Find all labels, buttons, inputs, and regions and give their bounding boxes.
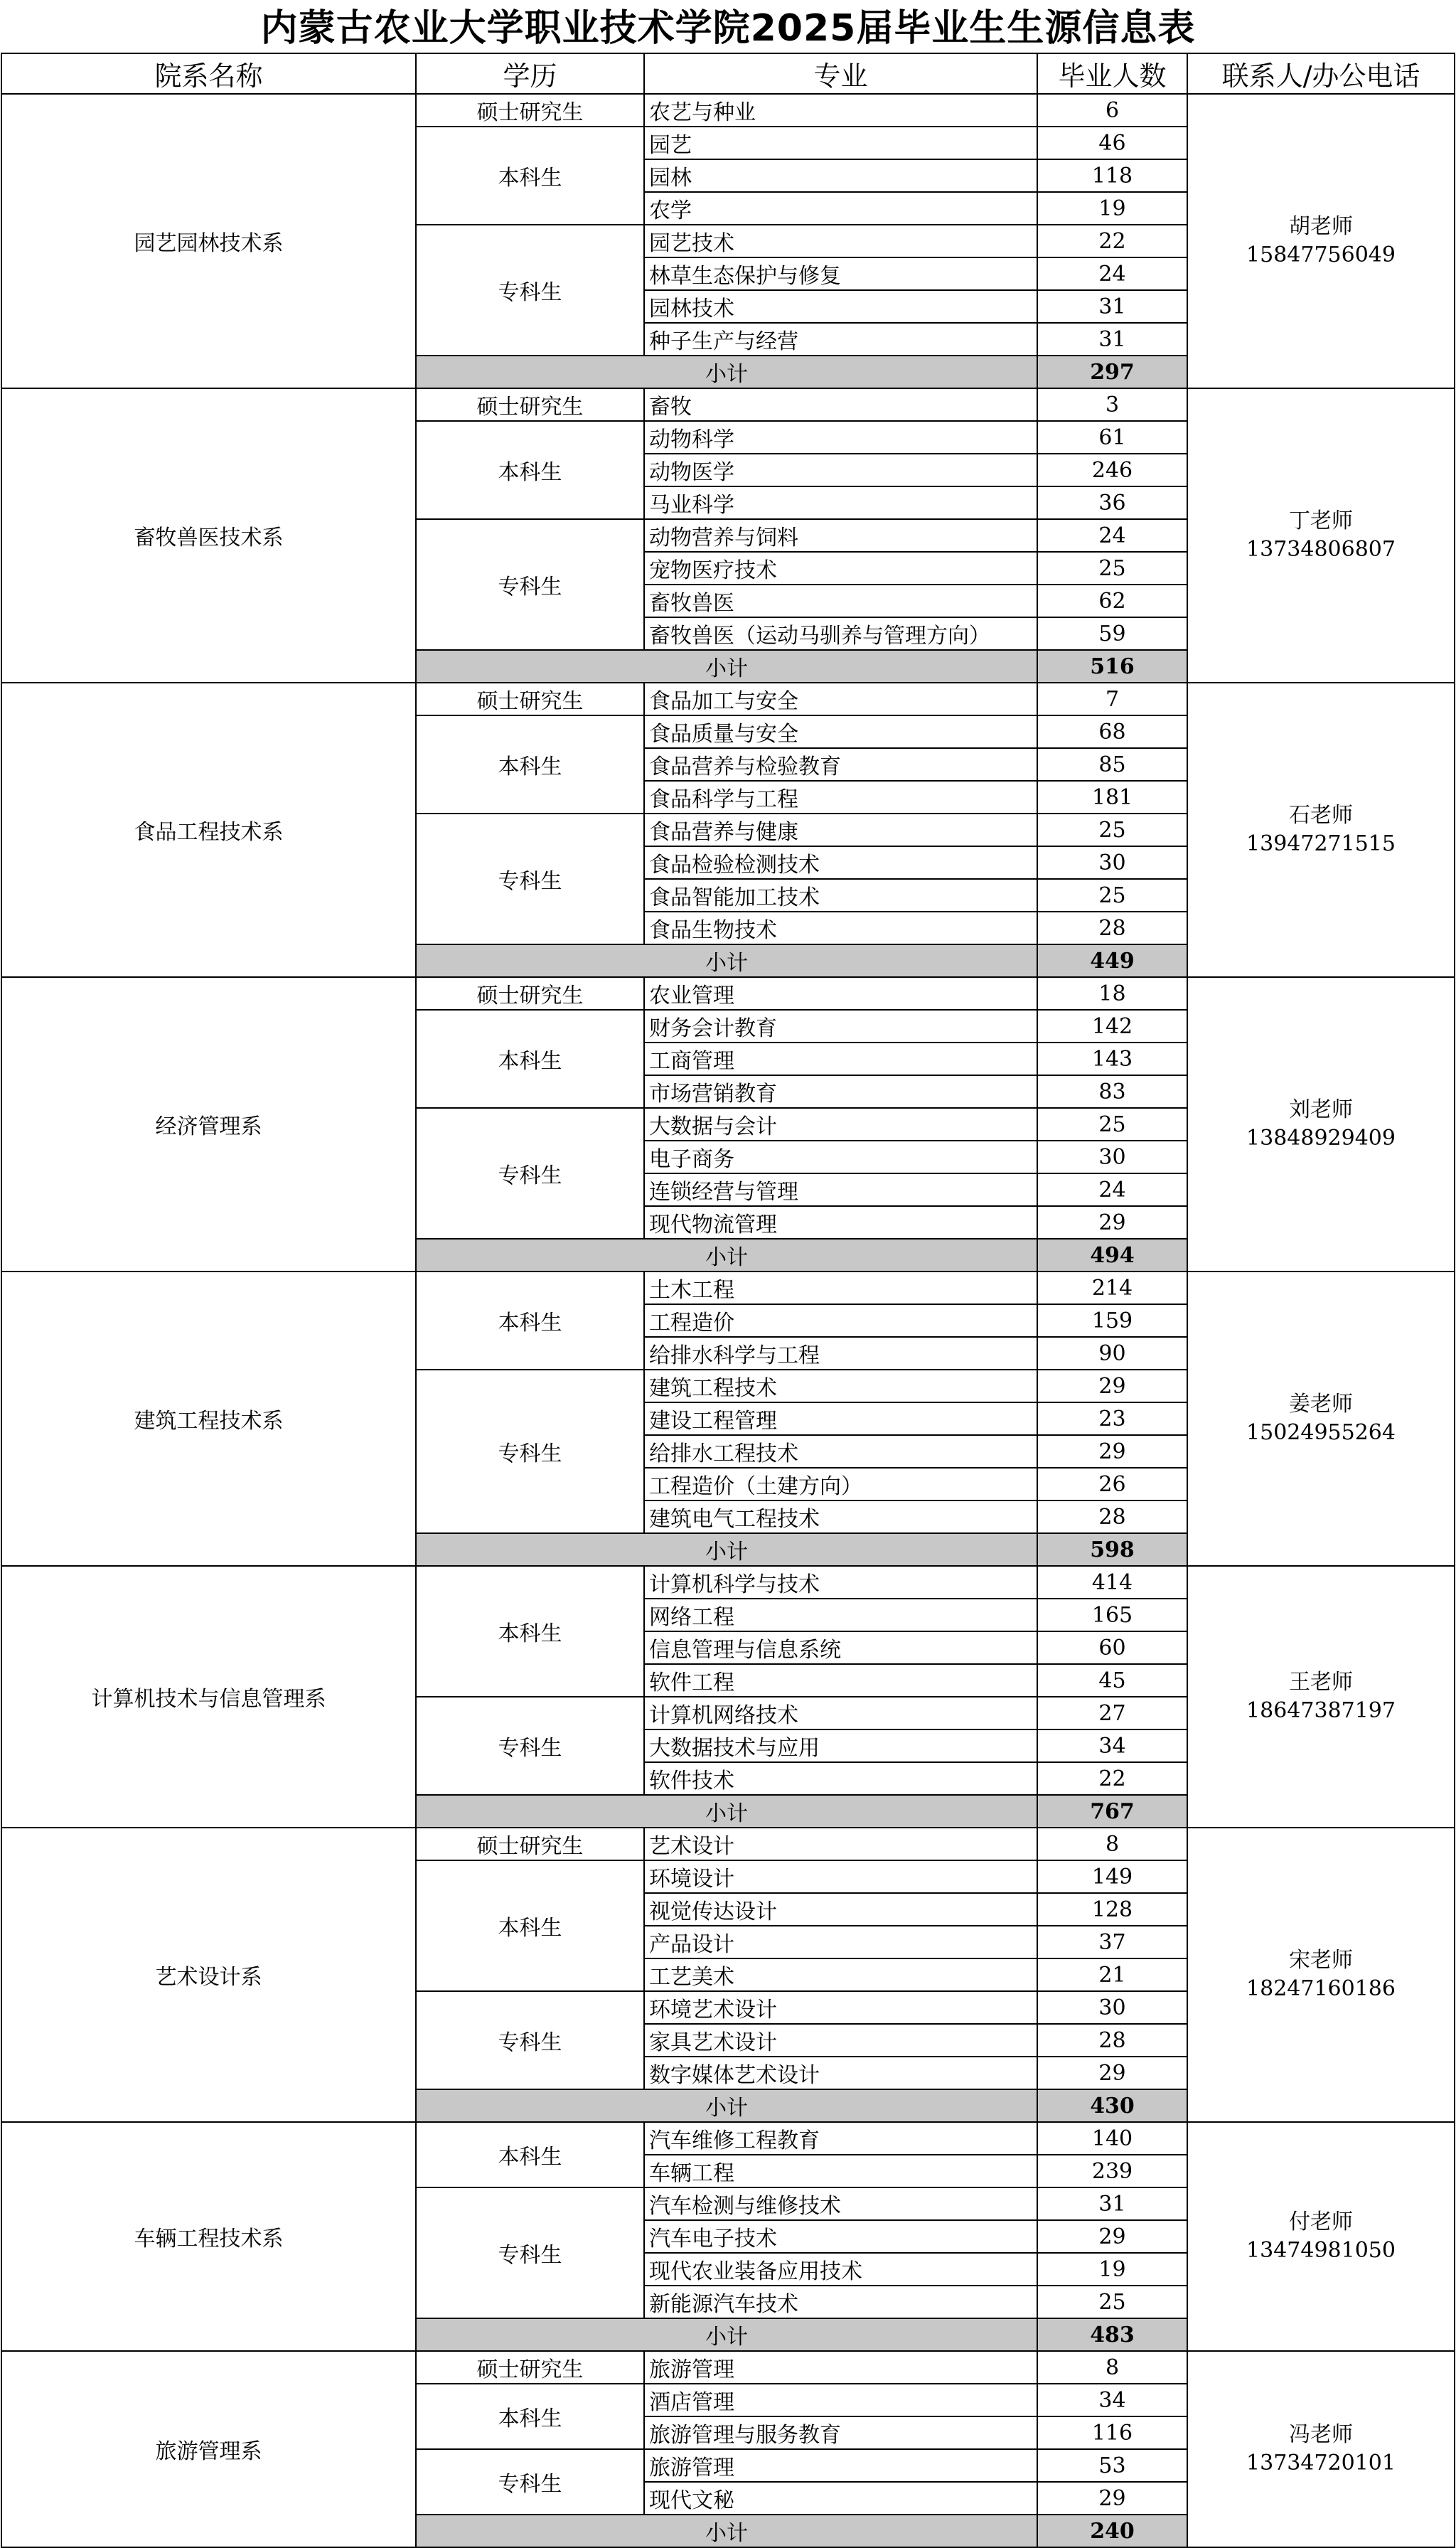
table-row xyxy=(1,977,1455,1010)
major-name: 视觉传达设计 xyxy=(644,1893,1037,1926)
graduate-count: 29 xyxy=(1037,2482,1187,2515)
contact-cell xyxy=(1187,94,1455,388)
major-name: 网络工程 xyxy=(644,1599,1037,1631)
contact-name: 冯老师 xyxy=(1289,2422,1353,2447)
graduate-count: 24 xyxy=(1037,519,1187,552)
header-department: 院系名称 xyxy=(1,53,416,94)
graduate-count: 28 xyxy=(1037,1500,1187,1533)
contact-phone: 13947271515 xyxy=(1246,831,1396,856)
graduate-count: 68 xyxy=(1037,715,1187,748)
major-name: 动物营养与饲料 xyxy=(644,519,1037,552)
contact-phone: 15024955264 xyxy=(1246,1420,1396,1445)
subtotal-label: 小计 xyxy=(416,2318,1037,2351)
graduate-count: 25 xyxy=(1037,2286,1187,2318)
major-name: 给排水科学与工程 xyxy=(644,1337,1037,1370)
degree-level: 专科生 xyxy=(416,519,644,650)
table-row xyxy=(1,1272,1455,1304)
header-row xyxy=(1,53,1455,94)
graduate-count: 62 xyxy=(1037,585,1187,617)
major-name: 软件工程 xyxy=(644,1664,1037,1697)
graduate-count: 181 xyxy=(1037,781,1187,814)
graduate-count: 30 xyxy=(1037,846,1187,879)
degree-level: 硕士研究生 xyxy=(416,977,644,1010)
table-row xyxy=(1,2351,1455,2384)
graduate-count: 26 xyxy=(1037,1468,1187,1500)
graduate-count: 118 xyxy=(1037,159,1187,192)
major-name: 旅游管理 xyxy=(644,2351,1037,2384)
major-name: 连锁经营与管理 xyxy=(644,1173,1037,1206)
table-row xyxy=(1,1566,1455,1599)
degree-level: 本科生 xyxy=(416,127,644,225)
department-name: 建筑工程技术系 xyxy=(1,1272,416,1566)
major-name: 环境艺术设计 xyxy=(644,1991,1037,2024)
contact-cell xyxy=(1187,388,1455,683)
degree-level: 本科生 xyxy=(416,1010,644,1108)
major-name: 马业科学 xyxy=(644,486,1037,519)
contact-phone: 13734806807 xyxy=(1246,537,1396,562)
major-name: 现代物流管理 xyxy=(644,1206,1037,1239)
table-row xyxy=(1,683,1455,715)
major-name: 动物科学 xyxy=(644,421,1037,454)
major-name: 农艺与种业 xyxy=(644,94,1037,127)
major-name: 工程造价 xyxy=(644,1304,1037,1337)
major-name: 艺术设计 xyxy=(644,1828,1037,1860)
major-name: 信息管理与信息系统 xyxy=(644,1631,1037,1664)
degree-level: 硕士研究生 xyxy=(416,683,644,715)
contact-phone: 15847756049 xyxy=(1246,242,1396,267)
major-name: 食品质量与安全 xyxy=(644,715,1037,748)
graduate-count: 25 xyxy=(1037,879,1187,912)
graduate-count: 34 xyxy=(1037,1729,1187,1762)
major-name: 家具艺术设计 xyxy=(644,2024,1037,2057)
graduate-count: 30 xyxy=(1037,1991,1187,2024)
degree-level: 专科生 xyxy=(416,2449,644,2515)
major-name: 畜牧 xyxy=(644,388,1037,421)
graduate-count: 19 xyxy=(1037,192,1187,225)
graduate-count: 8 xyxy=(1037,2351,1187,2384)
graduate-count: 18 xyxy=(1037,977,1187,1010)
degree-level: 硕士研究生 xyxy=(416,2351,644,2384)
major-name: 汽车电子技术 xyxy=(644,2220,1037,2253)
degree-level: 专科生 xyxy=(416,1991,644,2089)
contact-phone: 13848929409 xyxy=(1246,1126,1396,1151)
header-major: 专业 xyxy=(644,53,1037,94)
graduate-count: 22 xyxy=(1037,1762,1187,1795)
graduate-count: 28 xyxy=(1037,2024,1187,2057)
graduate-count: 27 xyxy=(1037,1697,1187,1729)
major-name: 工程造价（土建方向） xyxy=(644,1468,1037,1500)
major-name: 新能源汽车技术 xyxy=(644,2286,1037,2318)
subtotal-count: 516 xyxy=(1037,650,1187,683)
table-row xyxy=(1,1828,1455,1860)
degree-level: 专科生 xyxy=(416,1370,644,1533)
graduate-count: 29 xyxy=(1037,1370,1187,1402)
subtotal-label: 小计 xyxy=(416,1239,1037,1272)
subtotal-label: 小计 xyxy=(416,1795,1037,1828)
major-name: 食品生物技术 xyxy=(644,912,1037,944)
major-name: 食品智能加工技术 xyxy=(644,879,1037,912)
table-row xyxy=(1,94,1455,127)
graduate-count: 149 xyxy=(1037,1860,1187,1893)
degree-level: 本科生 xyxy=(416,421,644,519)
degree-level: 专科生 xyxy=(416,814,644,944)
degree-level: 本科生 xyxy=(416,1566,644,1697)
subtotal-count: 767 xyxy=(1037,1795,1187,1828)
contact-name: 宋老师 xyxy=(1289,1948,1353,1973)
subtotal-count: 430 xyxy=(1037,2089,1187,2122)
major-name: 车辆工程 xyxy=(644,2155,1037,2187)
graduate-count: 22 xyxy=(1037,225,1187,257)
graduate-count: 25 xyxy=(1037,814,1187,846)
degree-level: 硕士研究生 xyxy=(416,388,644,421)
major-name: 电子商务 xyxy=(644,1141,1037,1173)
graduate-count: 239 xyxy=(1037,2155,1187,2187)
contact-phone: 18247160186 xyxy=(1246,1976,1396,2001)
header-count: 毕业人数 xyxy=(1037,53,1187,94)
major-name: 计算机科学与技术 xyxy=(644,1566,1037,1599)
major-name: 计算机网络技术 xyxy=(644,1697,1037,1729)
degree-level: 本科生 xyxy=(416,2122,644,2187)
table-row xyxy=(1,2122,1455,2155)
major-name: 工艺美术 xyxy=(644,1958,1037,1991)
graduate-count: 31 xyxy=(1037,323,1187,356)
major-name: 食品科学与工程 xyxy=(644,781,1037,814)
department-name: 经济管理系 xyxy=(1,977,416,1272)
graduate-count: 25 xyxy=(1037,552,1187,585)
contact-cell xyxy=(1187,1828,1455,2122)
major-name: 现代文秘 xyxy=(644,2482,1037,2515)
degree-level: 专科生 xyxy=(416,2187,644,2318)
major-name: 建设工程管理 xyxy=(644,1402,1037,1435)
major-name: 园林技术 xyxy=(644,290,1037,323)
major-name: 园艺技术 xyxy=(644,225,1037,257)
graduate-count: 3 xyxy=(1037,388,1187,421)
major-name: 宠物医疗技术 xyxy=(644,552,1037,585)
major-name: 大数据与会计 xyxy=(644,1108,1037,1141)
graduate-count: 165 xyxy=(1037,1599,1187,1631)
subtotal-count: 483 xyxy=(1037,2318,1187,2351)
graduate-count: 246 xyxy=(1037,454,1187,486)
subtotal-count: 297 xyxy=(1037,356,1187,388)
page-title: 内蒙古农业大学职业技术学院2025届毕业生生源信息表 xyxy=(260,7,1196,50)
graduate-info-table xyxy=(1,53,1455,2548)
graduate-count: 7 xyxy=(1037,683,1187,715)
major-name: 林草生态保护与修复 xyxy=(644,257,1037,290)
major-name: 食品营养与检验教育 xyxy=(644,748,1037,781)
graduate-count: 21 xyxy=(1037,1958,1187,1991)
graduate-count: 37 xyxy=(1037,1926,1187,1958)
graduate-count: 90 xyxy=(1037,1337,1187,1370)
major-name: 种子生产与经营 xyxy=(644,323,1037,356)
graduate-count: 45 xyxy=(1037,1664,1187,1697)
department-name: 车辆工程技术系 xyxy=(1,2122,416,2351)
department-name: 艺术设计系 xyxy=(1,1828,416,2122)
major-name: 给排水工程技术 xyxy=(644,1435,1037,1468)
graduate-count: 19 xyxy=(1037,2253,1187,2286)
graduate-count: 83 xyxy=(1037,1075,1187,1108)
department-name: 旅游管理系 xyxy=(1,2351,416,2547)
graduate-count: 25 xyxy=(1037,1108,1187,1141)
department-name: 食品工程技术系 xyxy=(1,683,416,977)
contact-name: 刘老师 xyxy=(1289,1097,1353,1122)
major-name: 动物医学 xyxy=(644,454,1037,486)
subtotal-label: 小计 xyxy=(416,2089,1037,2122)
major-name: 食品加工与安全 xyxy=(644,683,1037,715)
header-contact: 联系人/办公电话 xyxy=(1187,53,1455,94)
graduate-count: 31 xyxy=(1037,290,1187,323)
contact-cell xyxy=(1187,683,1455,977)
major-name: 园林 xyxy=(644,159,1037,192)
graduate-count: 61 xyxy=(1037,421,1187,454)
subtotal-count: 494 xyxy=(1037,1239,1187,1272)
contact-name: 付老师 xyxy=(1289,2209,1353,2234)
graduate-count: 414 xyxy=(1037,1566,1187,1599)
degree-level: 硕士研究生 xyxy=(416,94,644,127)
contact-name: 姜老师 xyxy=(1289,1392,1353,1417)
contact-phone: 18647387197 xyxy=(1246,1698,1396,1723)
contact-name: 胡老师 xyxy=(1289,214,1353,239)
contact-phone: 13474981050 xyxy=(1246,2238,1396,2263)
graduate-count: 36 xyxy=(1037,486,1187,519)
graduate-count: 29 xyxy=(1037,1435,1187,1468)
degree-level: 本科生 xyxy=(416,1860,644,1991)
contact-cell xyxy=(1187,977,1455,1272)
department-name: 园艺园林技术系 xyxy=(1,94,416,388)
department-name: 畜牧兽医技术系 xyxy=(1,388,416,683)
subtotal-label: 小计 xyxy=(416,2515,1037,2547)
contact-cell xyxy=(1187,1272,1455,1566)
graduate-count: 6 xyxy=(1037,94,1187,127)
major-name: 土木工程 xyxy=(644,1272,1037,1304)
major-name: 市场营销教育 xyxy=(644,1075,1037,1108)
major-name: 软件技术 xyxy=(644,1762,1037,1795)
graduate-count: 60 xyxy=(1037,1631,1187,1664)
major-name: 食品检验检测技术 xyxy=(644,846,1037,879)
major-name: 农业管理 xyxy=(644,977,1037,1010)
degree-level: 专科生 xyxy=(416,225,644,356)
table-body xyxy=(1,94,1455,2547)
subtotal-count: 240 xyxy=(1037,2515,1187,2547)
graduate-count: 29 xyxy=(1037,1206,1187,1239)
graduate-count: 140 xyxy=(1037,2122,1187,2155)
graduate-count: 214 xyxy=(1037,1272,1187,1304)
major-name: 食品营养与健康 xyxy=(644,814,1037,846)
graduate-count: 24 xyxy=(1037,1173,1187,1206)
major-name: 工商管理 xyxy=(644,1043,1037,1075)
graduate-count: 159 xyxy=(1037,1304,1187,1337)
department-name: 计算机技术与信息管理系 xyxy=(1,1566,416,1828)
major-name: 建筑电气工程技术 xyxy=(644,1500,1037,1533)
degree-level: 本科生 xyxy=(416,1272,644,1370)
subtotal-label: 小计 xyxy=(416,1533,1037,1566)
major-name: 畜牧兽医 xyxy=(644,585,1037,617)
degree-level: 专科生 xyxy=(416,1108,644,1239)
graduate-count: 142 xyxy=(1037,1010,1187,1043)
degree-level: 本科生 xyxy=(416,715,644,814)
major-name: 畜牧兽医（运动马驯养与管理方向） xyxy=(644,617,1037,650)
contact-cell xyxy=(1187,2122,1455,2351)
subtotal-label: 小计 xyxy=(416,356,1037,388)
major-name: 数字媒体艺术设计 xyxy=(644,2057,1037,2089)
subtotal-label: 小计 xyxy=(416,944,1037,977)
graduate-count: 116 xyxy=(1037,2416,1187,2449)
graduate-count: 29 xyxy=(1037,2220,1187,2253)
major-name: 园艺 xyxy=(644,127,1037,159)
degree-level: 本科生 xyxy=(416,2384,644,2449)
major-name: 财务会计教育 xyxy=(644,1010,1037,1043)
degree-level: 专科生 xyxy=(416,1697,644,1795)
contact-cell xyxy=(1187,2351,1455,2547)
contact-phone: 13734720101 xyxy=(1246,2451,1396,2475)
major-name: 大数据技术与应用 xyxy=(644,1729,1037,1762)
graduate-count: 34 xyxy=(1037,2384,1187,2416)
major-name: 农学 xyxy=(644,192,1037,225)
major-name: 建筑工程技术 xyxy=(644,1370,1037,1402)
graduate-count: 46 xyxy=(1037,127,1187,159)
major-name: 酒店管理 xyxy=(644,2384,1037,2416)
major-name: 旅游管理与服务教育 xyxy=(644,2416,1037,2449)
graduate-count: 8 xyxy=(1037,1828,1187,1860)
major-name: 现代农业装备应用技术 xyxy=(644,2253,1037,2286)
graduate-count: 53 xyxy=(1037,2449,1187,2482)
graduate-count: 143 xyxy=(1037,1043,1187,1075)
degree-level: 硕士研究生 xyxy=(416,1828,644,1860)
graduate-count: 23 xyxy=(1037,1402,1187,1435)
major-name: 旅游管理 xyxy=(644,2449,1037,2482)
graduate-count: 30 xyxy=(1037,1141,1187,1173)
graduate-count: 128 xyxy=(1037,1893,1187,1926)
header-degree: 学历 xyxy=(416,53,644,94)
graduate-count: 28 xyxy=(1037,912,1187,944)
major-name: 汽车检测与维修技术 xyxy=(644,2187,1037,2220)
subtotal-count: 449 xyxy=(1037,944,1187,977)
major-name: 环境设计 xyxy=(644,1860,1037,1893)
contact-name: 石老师 xyxy=(1289,803,1353,828)
graduate-count: 29 xyxy=(1037,2057,1187,2089)
table-row xyxy=(1,388,1455,421)
graduate-count: 24 xyxy=(1037,257,1187,290)
graduate-count: 85 xyxy=(1037,748,1187,781)
subtotal-label: 小计 xyxy=(416,650,1037,683)
subtotal-count: 598 xyxy=(1037,1533,1187,1566)
major-name: 产品设计 xyxy=(644,1926,1037,1958)
graduate-count: 31 xyxy=(1037,2187,1187,2220)
major-name: 汽车维修工程教育 xyxy=(644,2122,1037,2155)
contact-cell xyxy=(1187,1566,1455,1828)
contact-name: 王老师 xyxy=(1289,1670,1353,1695)
contact-name: 丁老师 xyxy=(1289,508,1353,533)
graduate-count: 59 xyxy=(1037,617,1187,650)
